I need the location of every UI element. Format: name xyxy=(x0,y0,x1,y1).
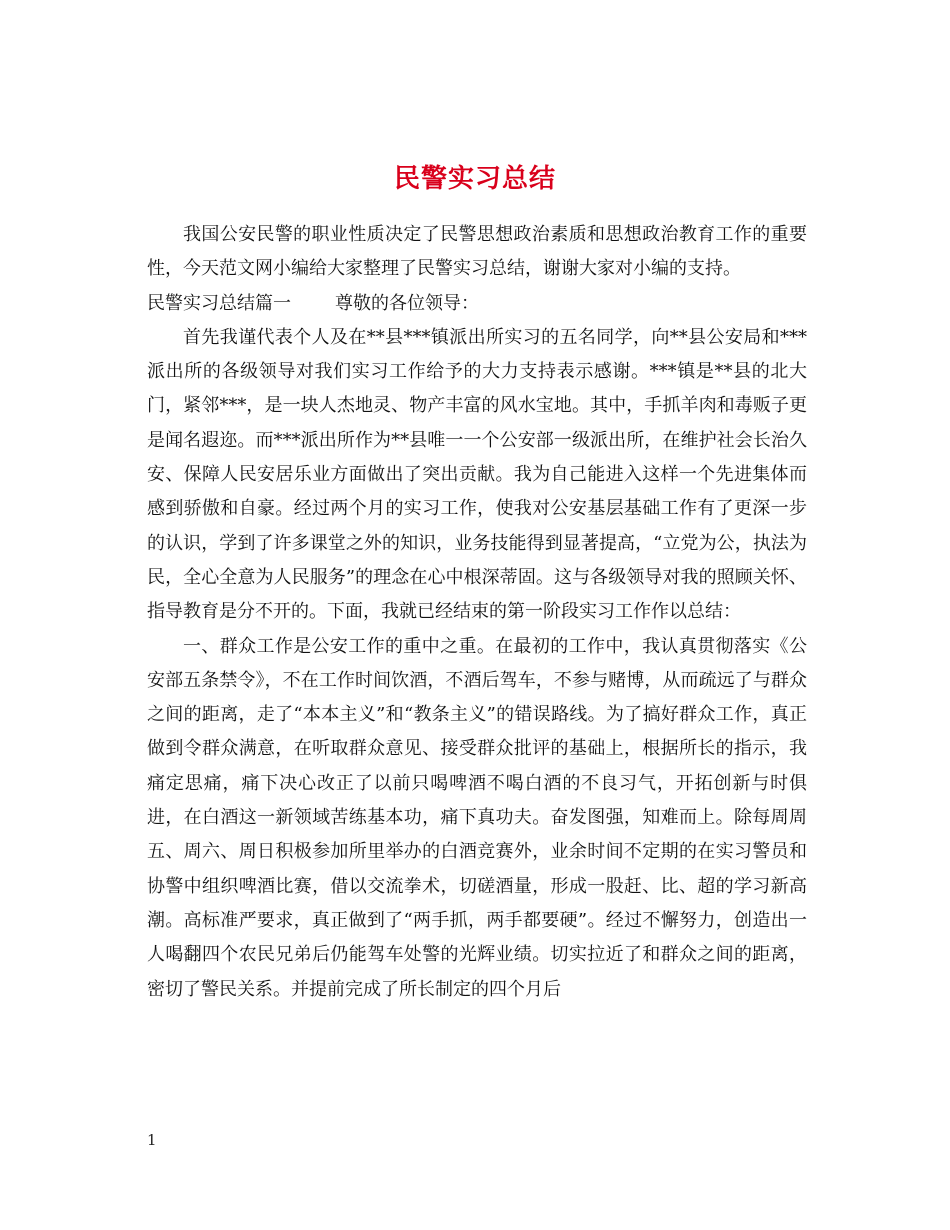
document-title: 民警实习总结 xyxy=(393,164,556,195)
page-number: 1 xyxy=(147,1131,157,1149)
body-paragraph-1: 首先我谨代表个人及在**县***镇派出所实习的五名同学，向**县公安局和***派出所的各级领导对我们实习工作给予的大力支持表示感谢。***镇是**县的北大门，紧邻***，是一块人杰地灵、物产丰富的风水宝地。其中，手抓羊肉和毒贩子更是闻名遐迩。而***派出所作为**县唯一一个公安部一级派出所，在维护社会长治久安、保障人民安居乐业方面做出了突出贡献。我为自己能进入这样一个先进集体而感到骄傲和自豪。经过两个月的实习工作，使我对公安基层基础工作有了更深一步的认识，学到了许多课堂之外的知识，业务技能得到显著提高，“立党为公，执法为民，全心全意为人民服务”的理念在心中根深蒂固。这与各级领导对我的照顾关怀、指导教育是分不开的。下面，我就已经结束的第一阶段实习工作作以总结： xyxy=(147,326,807,623)
salutation: 尊敬的各位领导： xyxy=(335,292,479,314)
document-body xyxy=(147,218,807,1007)
intro-paragraph: 我国公安民警的职业性质决定了民警思想政治素质和思想政治教育工作的重要性，今天范文网小编给大家整理了民警实习总结，谢谢大家对小编的支持。 xyxy=(147,224,807,280)
section-heading-line xyxy=(147,287,807,321)
section-label: 民警实习总结篇一 xyxy=(147,292,291,314)
body-paragraph-2: 一、群众工作是公安工作的重中之重。在最初的工作中，我认真贯彻落实《公安部五条禁令》，不在工作时间饮酒，不酒后驾车，不参与赌博，从而疏远了与群众之间的距离，走了“本本主义”和“教条主义”的错误路线。为了搞好群众工作，真正做到令群众满意，在听取群众意见、接受群众批评的基础上，根据所长的指示，我痛定思痛，痛下决心改正了以前只喝啤酒不喝白酒的不良习气，开拓创新与时俱进，在白酒这一新领域苦练基本功，痛下真功夫。奋发图强，知难而上。除每周周五、周六、周日积极参加所里举办的白酒竞赛外，业余时间不定期的在实习警员和协警中组织啤酒比赛，借以交流拳术，切磋酒量，形成一股赶、比、超的学习新高潮。高标准严要求，真正做到了“两手抓，两手都要硬”。经过不懈努力，创造出一人喝翻四个农民兄弟后仍能驾车处警的光辉业绩。切实拉近了和群众之间的距离，密切了警民关系。并提前完成了所长制定的四个月后 xyxy=(147,635,807,1000)
